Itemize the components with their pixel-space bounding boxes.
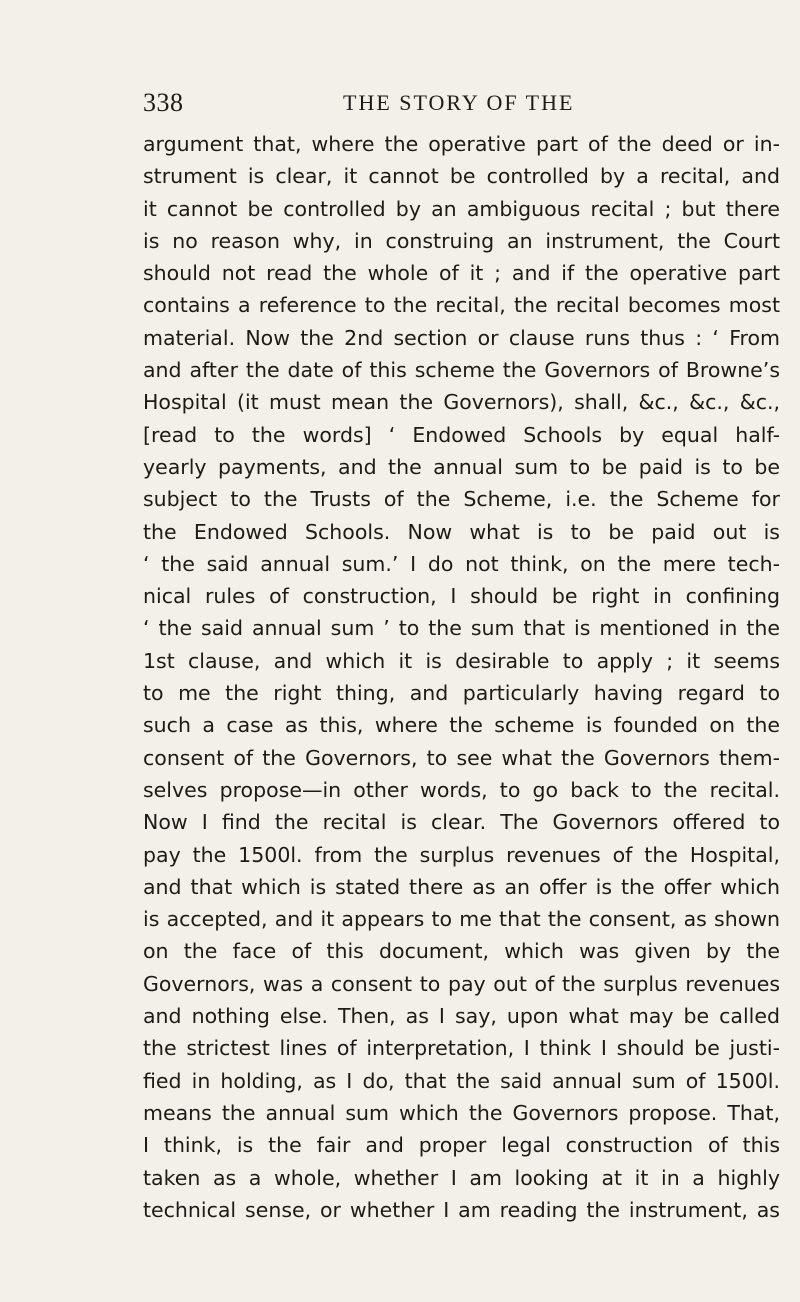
text-line: pay the 1500l. from the surplus revenues of the Hospital,	[143, 842, 780, 867]
text-line: yearly payments, and the annual sum to be paid is to be	[143, 454, 780, 479]
text-line: selves propose—in other words, to go back to the recital.	[143, 777, 780, 802]
text-line: strument is clear, it cannot be controlled by a recital, and	[143, 164, 780, 189]
text-line: ‘ the said annual sum ’ to the sum that is mentioned in the	[143, 616, 780, 641]
text-line: [read to the words] ‘ Endowed Schools by equal half-	[143, 422, 780, 447]
running-head	[143, 88, 780, 124]
text-line: technical sense, or whether I am reading the instrument, as	[143, 1197, 780, 1222]
text-line: consent of the Governors, to see what the Governors them-	[143, 745, 780, 770]
text-line: should not read the whole of it ; and if the operative part	[143, 261, 780, 286]
text-line: is no reason why, in construing an instrument, the Court	[143, 228, 780, 253]
text-line: is accepted, and it appears to me that the consent, as shown	[143, 907, 780, 932]
text-line: means the annual sum which the Governors propose. That,	[143, 1100, 780, 1125]
text-line: the Endowed Schools. Now what is to be paid out is	[143, 519, 780, 544]
text-line: fied in holding, as I do, that the said annual sum of 1500l.	[143, 1068, 780, 1093]
text-line: I think, is the fair and proper legal construction of this	[143, 1133, 780, 1158]
text-line: and after the date of this scheme the Governors of Browne’s	[143, 358, 780, 383]
body-text	[143, 128, 780, 1226]
text-line: Now I find the recital is clear. The Governors offered to	[143, 810, 780, 835]
text-line: material. Now the 2nd section or clause runs thus : ‘ From	[143, 325, 780, 350]
page-number: 338	[143, 88, 184, 117]
text-line: taken as a whole, whether I am looking at it in a highly	[143, 1165, 780, 1190]
text-line: Hospital (it must mean the Governors), shall, &c., &c., &c.,	[143, 390, 780, 415]
text-line: such a case as this, where the scheme is founded on the	[143, 713, 780, 738]
text-line: the strictest lines of interpretation, I think I should be justi-	[143, 1036, 780, 1061]
text-line: ‘ the said annual sum.’ I do not think, on the mere tech-	[143, 551, 780, 576]
text-line: to me the right thing, and particularly having regard to	[143, 681, 780, 706]
text-line: and nothing else. Then, as I say, upon what may be called	[143, 1004, 780, 1029]
text-line: and that which is stated there as an offer is the offer which	[143, 874, 780, 899]
text-line: on the face of this document, which was given by the	[143, 939, 780, 964]
text-line: argument that, where the operative part of the deed or in-	[143, 132, 780, 156]
text-line: 1st clause, and which it is desirable to apply ; it seems	[143, 648, 780, 673]
text-line: Governors, was a consent to pay out of the surplus revenues	[143, 971, 780, 996]
running-title: THE STORY OF THE	[343, 90, 575, 115]
text-line: contains a reference to the recital, the recital becomes most	[143, 293, 780, 318]
text-line: subject to the Trusts of the Scheme, i.e. the Scheme for	[143, 487, 780, 512]
text-line: nical rules of construction, I should be right in confining	[143, 584, 780, 609]
text-line: it cannot be controlled by an ambiguous recital ; but there	[143, 196, 780, 221]
